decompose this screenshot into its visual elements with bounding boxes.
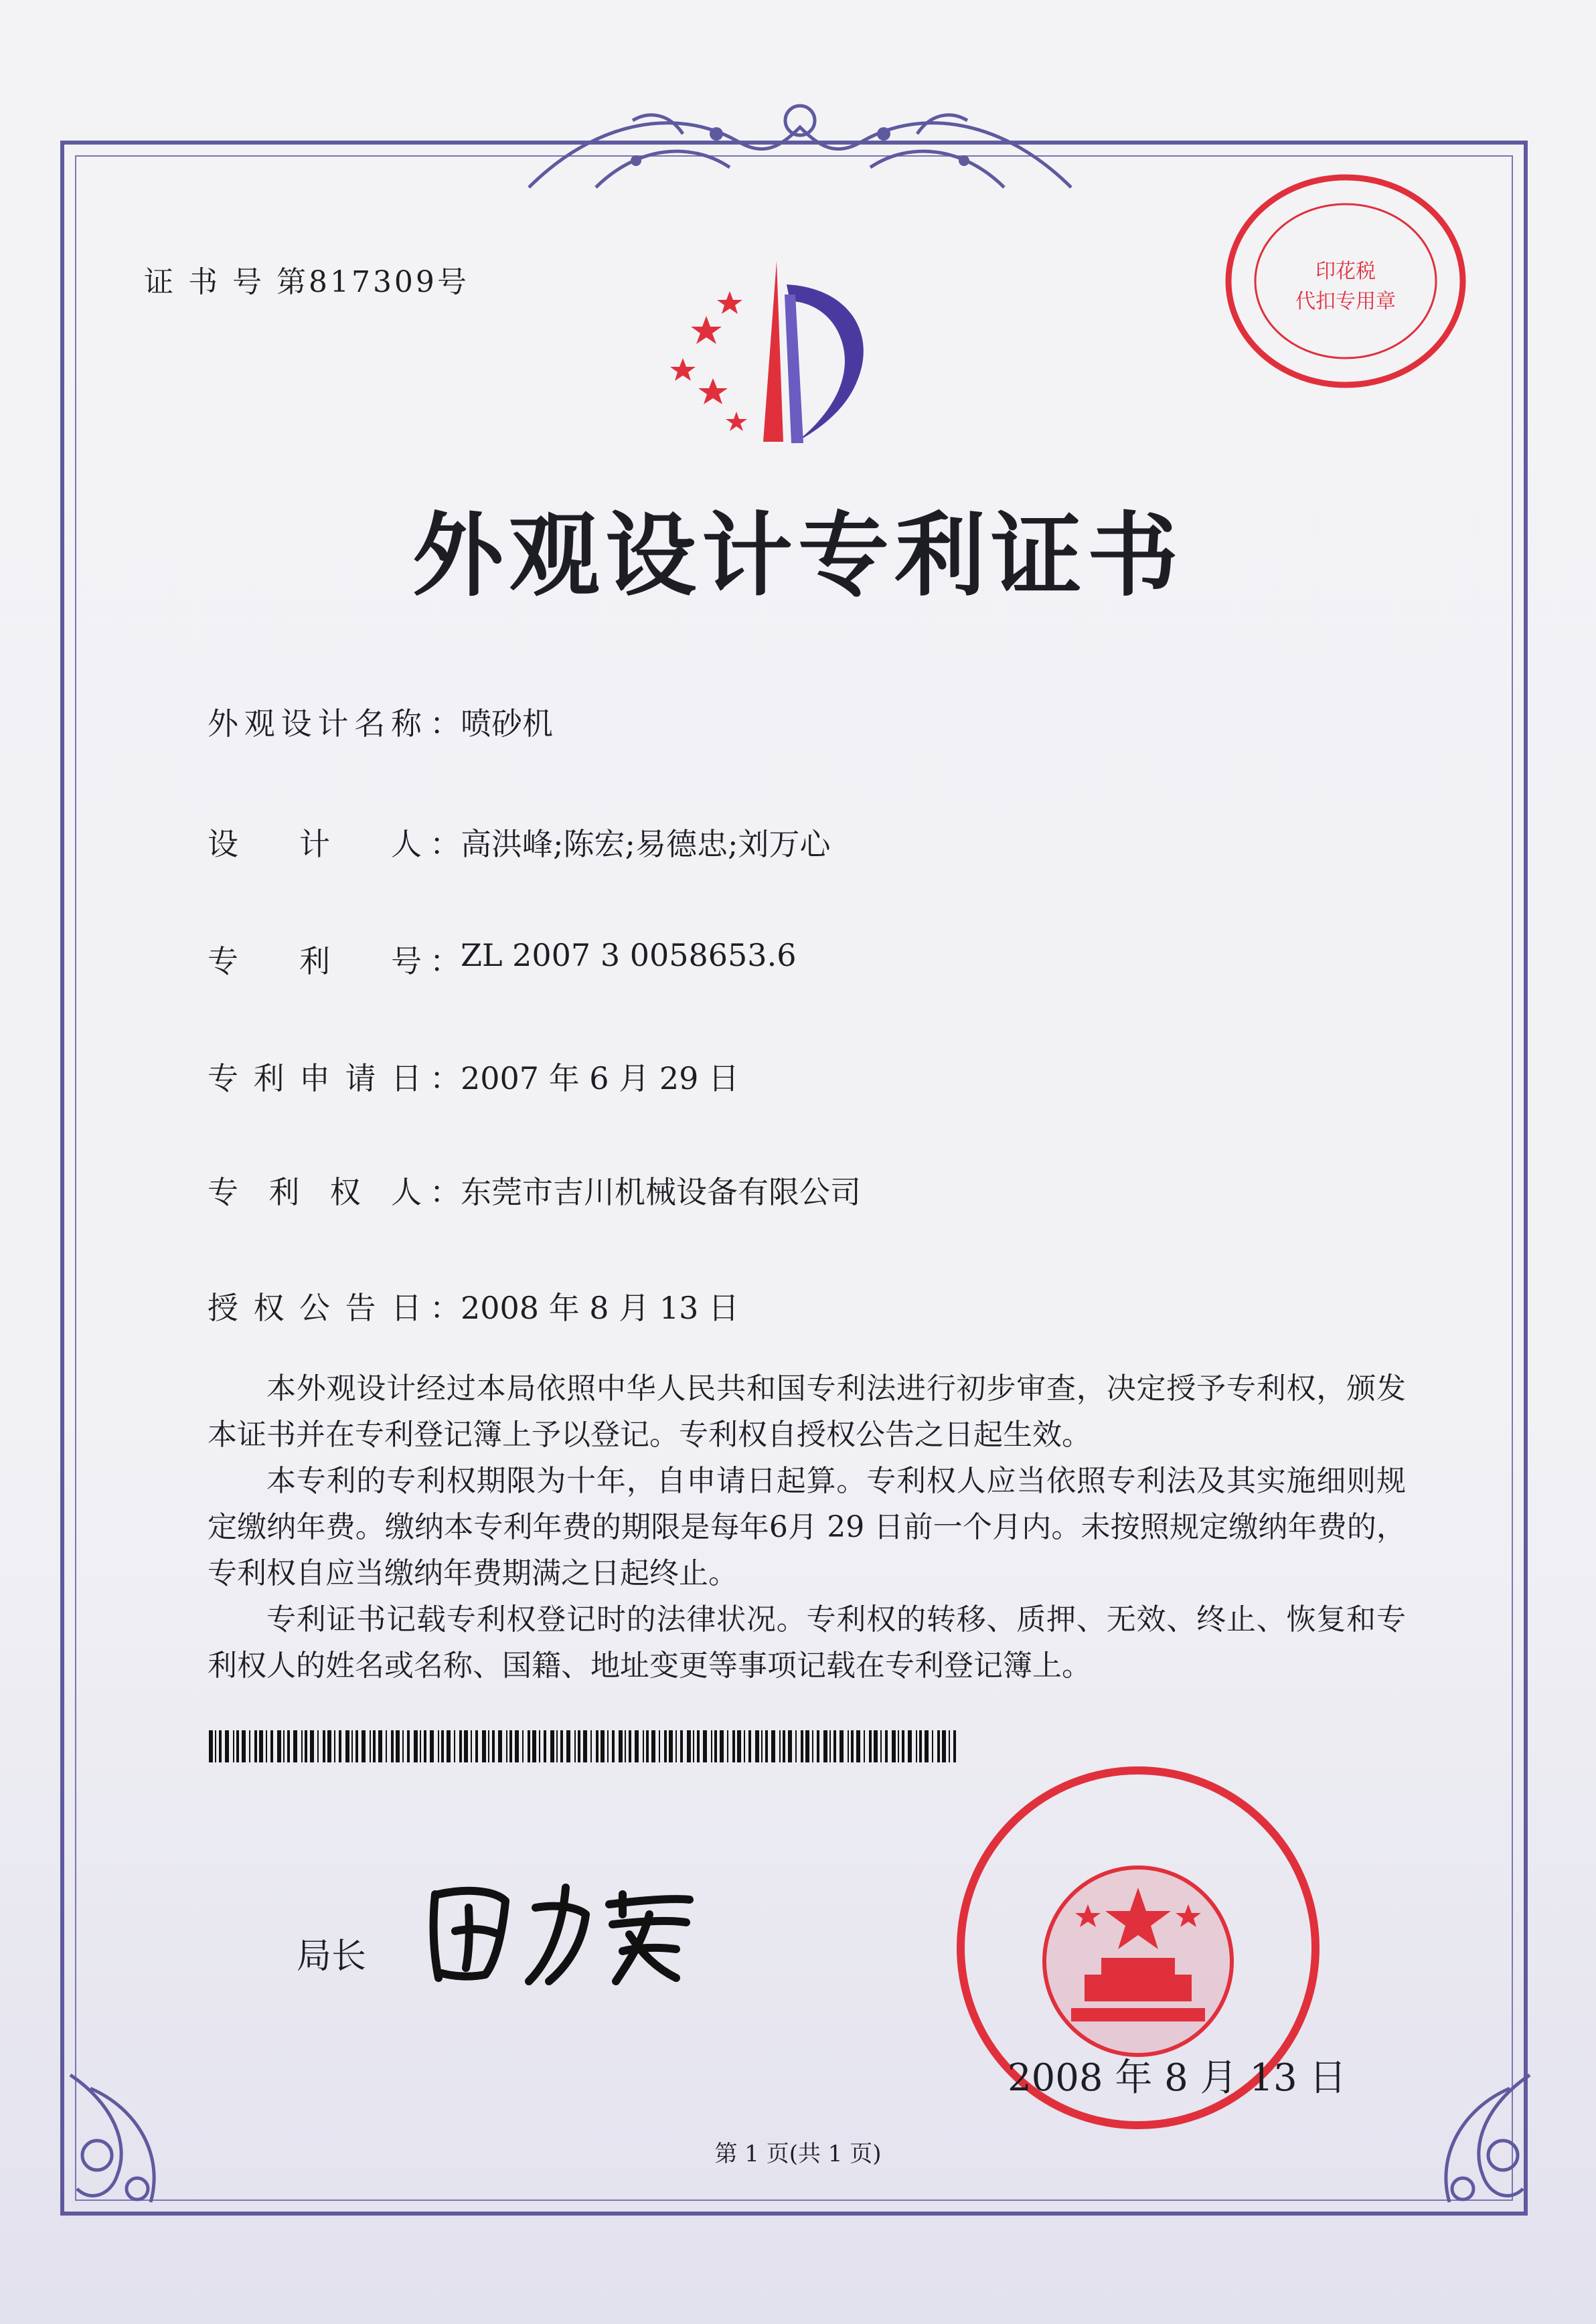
field-patentee — [208, 1168, 861, 1212]
barcode-bar — [823, 1730, 827, 1762]
barcode-bar — [788, 1730, 792, 1762]
barcode-bar — [509, 1730, 512, 1762]
field-designers — [208, 820, 831, 864]
barcode-bar — [475, 1730, 478, 1762]
barcode-bar — [727, 1730, 728, 1762]
barcode-bar — [233, 1730, 234, 1762]
barcode-bar — [925, 1730, 929, 1762]
barcode-bar — [396, 1730, 400, 1762]
barcode-bar — [420, 1730, 421, 1762]
field-value: ZL 2007 3 0058653.6 — [461, 937, 797, 973]
barcode-bar — [283, 1730, 285, 1762]
barcode-bar — [680, 1730, 683, 1762]
field-label: 设计人 — [208, 826, 422, 862]
field-colon: ： — [430, 706, 461, 742]
barcode-bar — [492, 1730, 495, 1762]
barcode-bar — [266, 1730, 267, 1762]
field-application-date — [208, 1054, 739, 1098]
body-paragraph: 本专利的专利权期限为十年，自申请日起算。专利权人应当依照专利法及其实施细则规定缴纳年费。缴纳本专利年费的期限是每年6月 29 日前一个月内。未按照规定缴纳年费的，专利权自应当缴纳年费期满之日起终止。 — [208, 1464, 1406, 1590]
barcode-bar — [225, 1730, 229, 1762]
barcode-bar — [737, 1730, 741, 1762]
barcode-bar — [287, 1730, 290, 1762]
barcode-bar — [916, 1730, 917, 1762]
barcode-bar — [259, 1730, 263, 1762]
barcode-bar — [454, 1730, 455, 1762]
barcode-bar — [362, 1730, 366, 1762]
barcode-bar — [471, 1730, 472, 1762]
barcode-bar — [795, 1730, 797, 1762]
barcode-bar — [438, 1730, 439, 1762]
barcode-bar — [693, 1730, 694, 1762]
barcode-bar — [310, 1730, 314, 1762]
barcode-bar — [714, 1730, 717, 1762]
barcode-bar — [323, 1730, 325, 1762]
field-announcement-date — [208, 1284, 739, 1328]
barcode-bar — [635, 1730, 639, 1762]
barcode-bar — [874, 1730, 878, 1762]
body-paragraph: 专利证书记载专利权登记时的法律状况。专利权的转移、质押、无效、终止、恢复和专利权人的姓名或名称、国籍、地址变更等事项记载在专利登记簿上。 — [208, 1602, 1406, 1683]
barcode-bar — [293, 1730, 297, 1762]
barcode-bar — [880, 1730, 882, 1762]
field-colon: ： — [430, 1290, 461, 1326]
barcode-bar — [755, 1730, 759, 1762]
field-label: 授权公告日 — [208, 1290, 422, 1326]
barcode-bar — [373, 1730, 376, 1762]
barcode-bar — [744, 1730, 745, 1762]
barcode-bar — [539, 1730, 540, 1762]
barcode-bar — [464, 1730, 468, 1762]
barcode-bar — [949, 1730, 950, 1762]
barcode-bar — [812, 1730, 813, 1762]
barcode-bar — [488, 1730, 489, 1762]
barcode-bar — [864, 1730, 865, 1762]
barcode-bar — [447, 1730, 451, 1762]
field-value: 高洪峰;陈宏;易德忠;刘万心 — [461, 826, 831, 862]
barcode — [209, 1730, 959, 1762]
barcode-bar — [687, 1730, 691, 1762]
barcode-bar — [578, 1730, 580, 1762]
barcode-bar — [242, 1730, 246, 1762]
field-label: 专利申请日 — [208, 1060, 422, 1096]
barcode-bar — [402, 1730, 404, 1762]
barcode-bar — [550, 1730, 554, 1762]
barcode-bar — [370, 1730, 371, 1762]
barcode-bar — [619, 1730, 623, 1762]
barcode-bar — [869, 1730, 872, 1762]
barcode-bar — [937, 1730, 940, 1762]
barcode-bar — [659, 1730, 660, 1762]
patent-office-logo — [643, 254, 910, 455]
barcode-bar — [898, 1730, 899, 1762]
field-value: 2007 年 6 月 29 日 — [461, 1060, 739, 1096]
certificate-number: 证 书 号 第817309号 — [144, 265, 469, 299]
barcode-bar — [801, 1730, 803, 1762]
barcode-bar — [779, 1730, 781, 1762]
barcode-bar — [646, 1730, 649, 1762]
field-colon: ： — [430, 1174, 461, 1210]
barcode-bar — [305, 1730, 307, 1762]
barcode-bar — [783, 1730, 785, 1762]
field-value: 东莞市吉川机械设备有限公司 — [461, 1174, 861, 1210]
barcode-bar — [942, 1730, 946, 1762]
barcode-bar — [892, 1730, 896, 1762]
barcode-bar — [805, 1730, 809, 1762]
field-patent-number — [208, 937, 796, 981]
barcode-bar — [339, 1730, 341, 1762]
svg-text:代扣专用章: 代扣专用章 — [1295, 290, 1396, 313]
barcode-bar — [771, 1730, 775, 1762]
field-colon: ： — [430, 826, 461, 862]
barcode-bar — [732, 1730, 735, 1762]
barcode-bar — [651, 1730, 655, 1762]
barcode-bar — [765, 1730, 768, 1762]
barcode-bar — [601, 1730, 605, 1762]
barcode-bar — [528, 1730, 530, 1762]
barcode-bar — [378, 1730, 382, 1762]
svg-text:印花税: 印花税 — [1315, 260, 1376, 283]
barcode-bar — [583, 1730, 587, 1762]
barcode-bar — [840, 1730, 844, 1762]
barcode-bar — [612, 1730, 615, 1762]
barcode-bar — [697, 1730, 700, 1762]
barcode-bar — [430, 1730, 434, 1762]
field-label: 外观设计名称 — [208, 706, 422, 742]
field-design-name — [208, 699, 553, 744]
barcode-bar — [711, 1730, 712, 1762]
certificate-title: 外观设计专利证书 — [412, 503, 1184, 609]
barcode-bar — [953, 1730, 956, 1762]
barcode-bar — [574, 1730, 576, 1762]
barcode-bar — [441, 1730, 444, 1762]
barcode-bar — [249, 1730, 250, 1762]
barcode-bar — [590, 1730, 592, 1762]
barcode-bar — [506, 1730, 507, 1762]
barcode-bar — [236, 1730, 239, 1762]
barcode-bar — [345, 1730, 349, 1762]
barcode-bar — [720, 1730, 724, 1762]
barcode-bar — [829, 1730, 831, 1762]
director-label: 局长 — [297, 1936, 367, 1977]
barcode-bar — [556, 1730, 558, 1762]
barcode-bar — [424, 1730, 426, 1762]
barcode-bar — [407, 1730, 410, 1762]
barcode-bar — [885, 1730, 888, 1762]
barcode-bar — [482, 1730, 486, 1762]
barcode-bar — [215, 1730, 216, 1762]
barcode-bar — [625, 1730, 626, 1762]
barcode-bar — [761, 1730, 763, 1762]
tax-stamp-seal — [1218, 171, 1473, 392]
barcode-bar — [560, 1730, 563, 1762]
certificate-body — [208, 1365, 1406, 1689]
barcode-bar — [414, 1730, 418, 1762]
page-number: 第 1 页(共 1 页) — [714, 2141, 882, 2167]
barcode-bar — [544, 1730, 546, 1762]
barcode-bar — [327, 1730, 331, 1762]
barcode-bar — [277, 1730, 281, 1762]
barcode-bar — [919, 1730, 922, 1762]
body-paragraph: 本外观设计经过本局依照中华人民共和国专利法进行初步审查，决定授予专利权，颁发本证书并在专利登记簿上予以登记。专利权自授权公告之日起生效。 — [208, 1372, 1406, 1452]
barcode-bar — [908, 1730, 912, 1762]
barcode-bar — [748, 1730, 751, 1762]
field-value: 2008 年 8 月 13 日 — [461, 1290, 739, 1326]
barcode-bar — [817, 1730, 819, 1762]
barcode-bar — [532, 1730, 536, 1762]
field-label: 专利权人 — [208, 1174, 422, 1210]
barcode-bar — [522, 1730, 524, 1762]
barcode-bar — [386, 1730, 387, 1762]
barcode-bar — [675, 1730, 677, 1762]
barcode-bar — [351, 1730, 353, 1762]
barcode-bar — [856, 1730, 860, 1762]
barcode-bar — [498, 1730, 502, 1762]
barcode-bar — [209, 1730, 213, 1762]
barcode-bar — [459, 1730, 462, 1762]
barcode-bar — [902, 1730, 904, 1762]
field-colon: ： — [430, 943, 461, 979]
barcode-bar — [669, 1730, 673, 1762]
barcode-bar — [851, 1730, 854, 1762]
top-ornament — [515, 94, 1085, 194]
director-signature — [422, 1868, 710, 1988]
field-label: 专利号 — [208, 943, 422, 979]
barcode-bar — [270, 1730, 273, 1762]
barcode-bar — [629, 1730, 631, 1762]
barcode-bar — [391, 1730, 394, 1762]
barcode-bar — [643, 1730, 644, 1762]
barcode-bar — [219, 1730, 222, 1762]
barcode-bar — [932, 1730, 933, 1762]
barcode-bar — [317, 1730, 319, 1762]
barcode-bar — [703, 1730, 707, 1762]
barcode-bar — [301, 1730, 303, 1762]
barcode-bar — [566, 1730, 570, 1762]
barcode-bar — [334, 1730, 335, 1762]
barcode-bar — [596, 1730, 598, 1762]
barcode-bar — [515, 1730, 519, 1762]
issue-date: 2008 年 8 月 13 日 — [1008, 2056, 1347, 2100]
barcode-bar — [355, 1730, 358, 1762]
field-colon: ： — [430, 1060, 461, 1096]
barcode-bar — [664, 1730, 667, 1762]
barcode-bar — [848, 1730, 849, 1762]
barcode-bar — [254, 1730, 257, 1762]
barcode-bar — [833, 1730, 836, 1762]
barcode-bar — [607, 1730, 609, 1762]
field-value: 喷砂机 — [461, 706, 553, 742]
